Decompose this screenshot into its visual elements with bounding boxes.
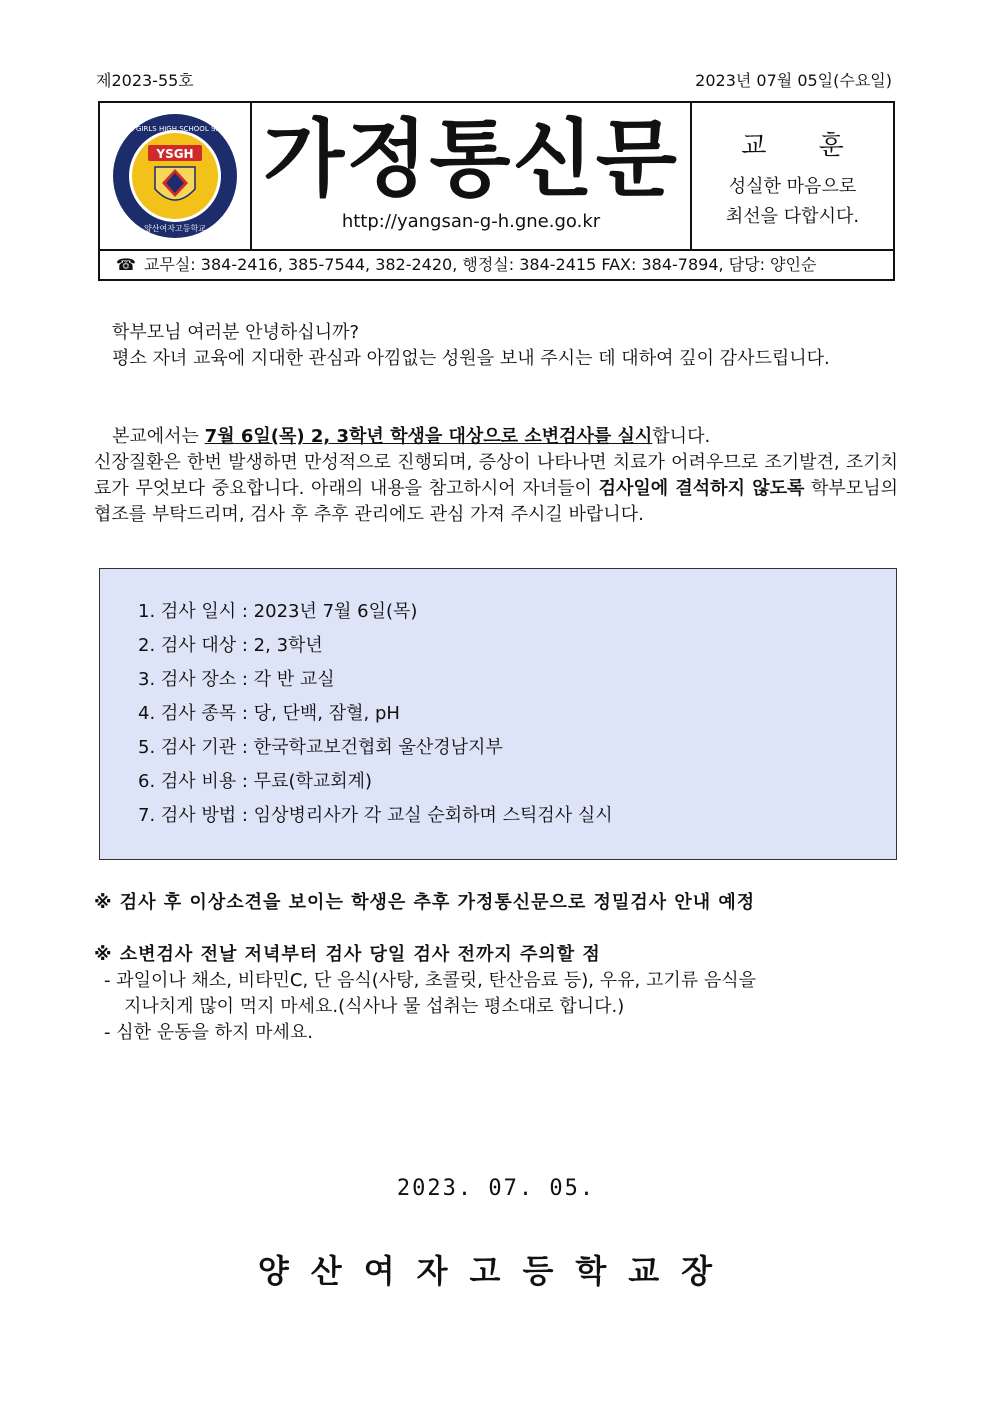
detail-part-1: 신장질환은 한번 발생하면 만성적으로 진행되며, 증상이 나타나면 치료가 어려우므로 조기발견, 조기치료가 무엇보다 중요합니다. 아래의 내용을 참고하시어 자녀들이 (94, 452, 898, 499)
motto-title: 교 훈 (741, 131, 866, 161)
thanks-text: 평소 자녀 교육에 지대한 관심과 아낌없는 성원을 보내 주시는 데 대하여 깊이 감사드립니다. (112, 348, 830, 369)
announce-prefix: 본교에서는 (112, 426, 205, 447)
motto-text (692, 172, 893, 232)
info-item: 5. 검사 기관 : 한국학교보건협회 울산경남지부 (138, 737, 503, 758)
school-logo-cell (100, 103, 252, 249)
motto-line-1: 성실한 마음으로 (728, 176, 857, 197)
followup-note: ※ 검사 후 이상소견을 보이는 학생은 추후 가정통신문으로 정밀검사 안내 예정 (94, 892, 756, 913)
contact-row (100, 249, 893, 279)
announce-line (94, 424, 898, 450)
title-cell (252, 103, 692, 249)
contact-text: 교무실: 384-2416, 385-7544, 382-2420, 행정실: 384-2415 FAX: 384-7894, 담당: 양인순 (143, 255, 817, 274)
info-item: 2. 검사 대상 : 2, 3학년 (138, 635, 323, 656)
school-logo-icon (100, 111, 250, 241)
logo-ring-text-top: YANGSAN GIRLS HIGH SCHOOL Since 1972 (100, 125, 250, 133)
info-item: 1. 검사 일시 : 2023년 7월 6일(목) (138, 601, 418, 622)
newsletter-title: 가정통신문 (263, 110, 679, 208)
masthead (98, 101, 895, 281)
exam-info-list (138, 595, 613, 833)
detail-highlight: 검사일에 결석하지 않도록 (598, 478, 805, 499)
precaution-item-1: - 과일이나 채소, 비타민C, 단 음식(사탕, 초콜릿, 탄산음료 등), 우유, 고기류 음식을 (104, 970, 757, 991)
detail-part-2: 학부모님의 협조를 부탁드리며, 검사 후 추후 관리에도 관심 가져 주시길 바랍니다. (94, 478, 898, 525)
motto-line-2: 최선을 다합시다. (725, 206, 860, 227)
precaution-item-2: - 심한 운동을 하지 마세요. (104, 1022, 313, 1043)
announce-suffix: 합니다. (652, 426, 711, 447)
announce-highlight: 7월 6일(목) 2, 3학년 학생을 대상으로 소변검사를 실시 (204, 426, 653, 447)
issue-number: 제2023-55호 (96, 71, 194, 90)
detail-text (94, 450, 898, 528)
intro-paragraph (94, 320, 898, 372)
announcement-paragraph (94, 424, 898, 528)
issue-date: 2023년 07월 05일(수요일) (695, 71, 892, 90)
exam-info-box (99, 568, 897, 860)
precautions-list (104, 968, 898, 1046)
info-item: 6. 검사 비용 : 무료(학교회계) (138, 771, 373, 792)
info-item: 7. 검사 방법 : 임상병리사가 각 교실 순회하며 스틱검사 실시 (138, 805, 613, 826)
footer-date: 2023. 07. 05. (396, 1176, 596, 1201)
logo-ring-text-bottom: 양산여자고등학교 (144, 224, 206, 233)
greeting-text: 학부모님 여러분 안녕하십니까? (112, 322, 360, 343)
info-item: 4. 검사 종목 : 당, 단백, 잠혈, pH (138, 703, 400, 724)
motto-cell (692, 103, 893, 249)
phone-icon: ☎ (116, 255, 136, 274)
principal-signature: 양산여자고등학교장 (257, 1252, 735, 1290)
info-item: 3. 검사 장소 : 각 반 교실 (138, 669, 335, 690)
logo-letters: YSGH (156, 147, 194, 161)
precaution-item-1-cont: 지나치게 많이 먹지 마세요.(식사나 물 섭취는 평소대로 합니다.) (124, 996, 625, 1017)
school-url: http://yangsan-g-h.gne.go.kr (341, 211, 601, 232)
precautions-heading: ※ 소변검사 전날 저녁부터 검사 당일 검사 전까지 주의할 점 (94, 944, 601, 965)
